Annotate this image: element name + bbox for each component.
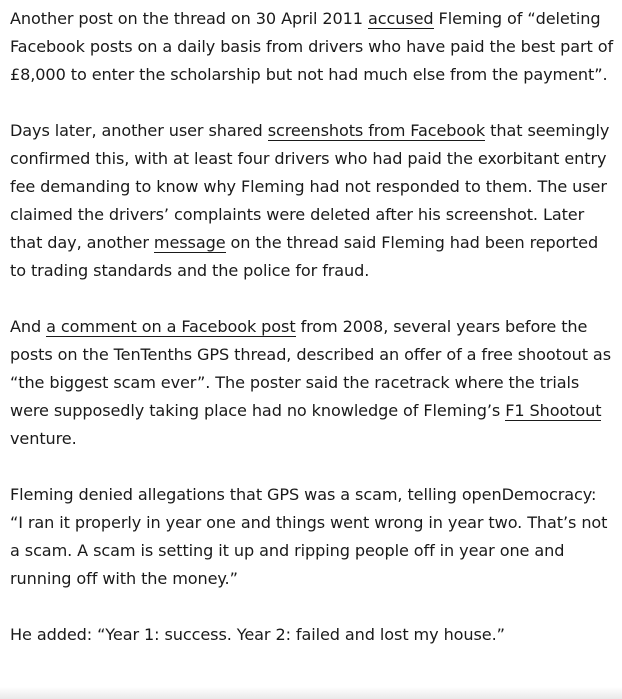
paragraph-4: Fleming denied allegations that GPS was a scam, telling openDemocracy: “I ran it properly in year one and things went wrong in year two. That’s not a scam. A scam is setting it up and ripping people off in year one and running off with the money.” xyxy=(10,485,608,588)
paragraph-3-text-a: And xyxy=(10,317,47,336)
paragraph-2-text-a: Days later, another user shared xyxy=(10,121,268,140)
article-body xyxy=(10,5,614,677)
paragraph-3-text-c: venture. xyxy=(10,429,77,448)
facebook-comment-link[interactable]: a comment on a Facebook post xyxy=(46,317,296,336)
paragraph-3 xyxy=(10,313,614,453)
bottom-fade xyxy=(0,687,622,699)
paragraph-2 xyxy=(10,117,614,285)
paragraph-2-text-c: on the thread said Fleming had been reported to trading standards and the police for fraud. xyxy=(10,233,599,280)
paragraph-3-text-b: from 2008, several years before the posts on the TenTenths GPS thread, described an offer of a free shootout as “the biggest scam ever”. The poster said the racetrack where the trials were supposedly taking place had no knowledge of Fleming’s xyxy=(10,317,611,420)
paragraph-1-text-a: Another post on the thread on 30 April 2011 xyxy=(10,9,368,28)
paragraph-2-text-b: that seemingly confirmed this, with at least four drivers who had paid the exorbitant entry fee demanding to know why Fleming had not responded to them. The user claimed the drivers’ complaints were deleted after his screenshot. Later that day, another xyxy=(10,121,610,252)
screenshots-link[interactable]: screenshots from Facebook xyxy=(267,121,486,140)
paragraph-5: He added: “Year 1: success. Year 2: failed and lost my house.” xyxy=(10,625,505,644)
message-link[interactable]: message xyxy=(153,233,226,252)
f1-shootout-link[interactable]: F1 Shootout xyxy=(505,401,602,420)
paragraph-1 xyxy=(10,5,614,89)
accused-link[interactable]: accused xyxy=(367,9,434,28)
paragraph-1-text-b: Fleming of “deleting Facebook posts on a daily basis from drivers who have paid the best part of £8,000 to enter the scholarship but not had much else from the payment”. xyxy=(10,9,614,84)
